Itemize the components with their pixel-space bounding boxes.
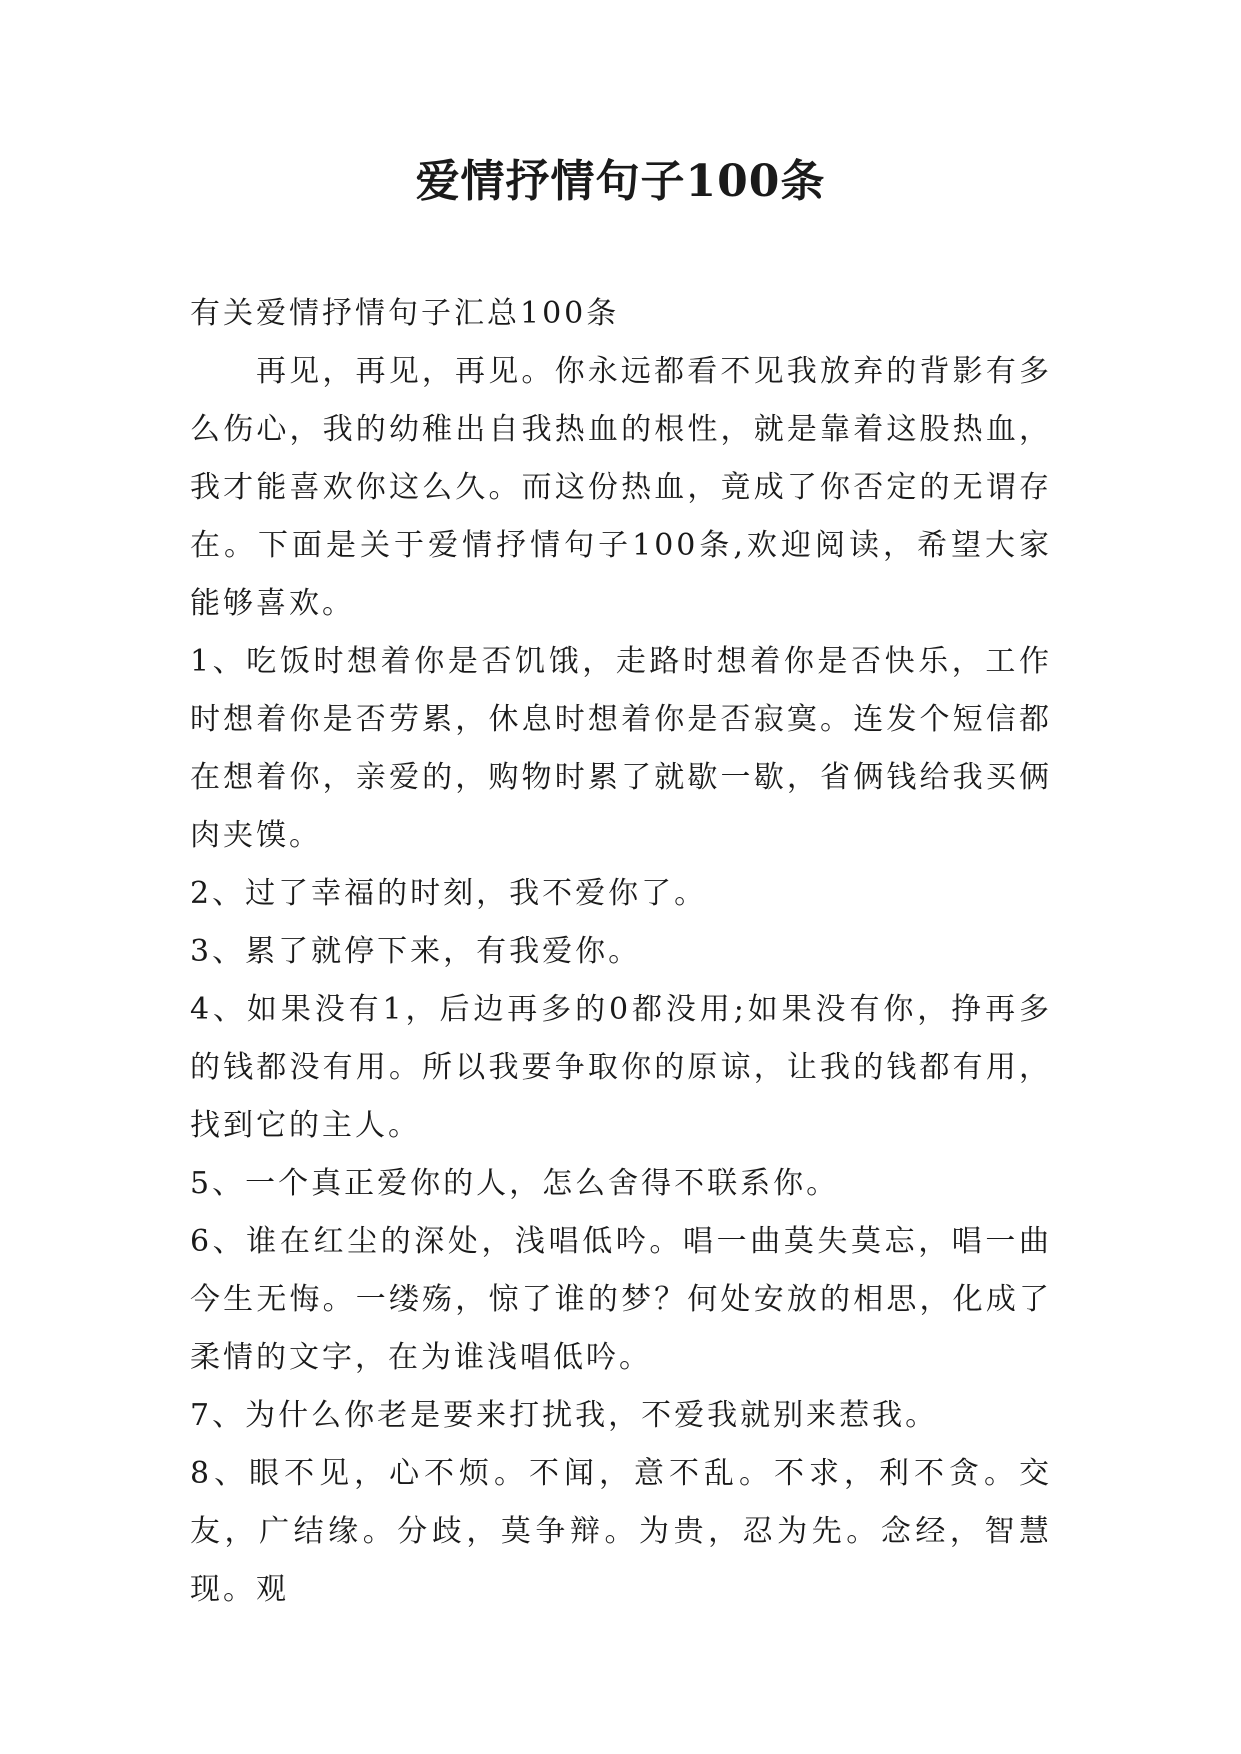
list-item: 2、过了幸福的时刻，我不爱你了。 xyxy=(190,876,708,911)
list-item: 4、如果没有1，后边再多的0都没用;如果没有你，挣再多的钱都没有用。所以我要争取你的原谅，让我的钱都有用，找到它的主人。 xyxy=(190,992,1052,1143)
document-subtitle: 有关爱情抒情句子汇总100条 xyxy=(190,296,620,331)
list-item: 5、一个真正爱你的人，怎么舍得不联系你。 xyxy=(190,1166,840,1201)
list-item: 7、为什么你老是要来打扰我，不爱我就别来惹我。 xyxy=(190,1398,939,1433)
document-body xyxy=(190,285,1052,1619)
intro-paragraph: 再见，再见，再见。你永远都看不见我放弃的背影有多么伤心，我的幼稚出自我热血的根性，就是靠着这股热血，我才能喜欢你这么久。而这份热血，竟成了你否定的无谓存在。下面是关于爱情抒情句子100条,欢迎阅读，希望大家能够喜欢。 xyxy=(190,354,1052,621)
document-title: 爱情抒情句子100条 xyxy=(415,156,826,207)
list-item: 1、吃饭时想着你是否饥饿，走路时想着你是否快乐，工作时想着你是否劳累，休息时想着你是否寂寞。连发个短信都在想着你，亲爱的，购物时累了就歇一歇，省俩钱给我买俩肉夹馍。 xyxy=(190,644,1052,853)
list-item: 3、累了就停下来，有我爱你。 xyxy=(190,934,642,969)
list-item: 6、谁在红尘的深处，浅唱低吟。唱一曲莫失莫忘，唱一曲今生无悔。一缕殇，惊了谁的梦？何处安放的相思，化成了柔情的文字，在为谁浅唱低吟。 xyxy=(190,1224,1052,1375)
list-item: 8、眼不见，心不烦。不闻，意不乱。不求，利不贪。交友，广结缘。分歧，莫争辩。为贵，忍为先。念经，智慧现。观 xyxy=(190,1456,1052,1607)
